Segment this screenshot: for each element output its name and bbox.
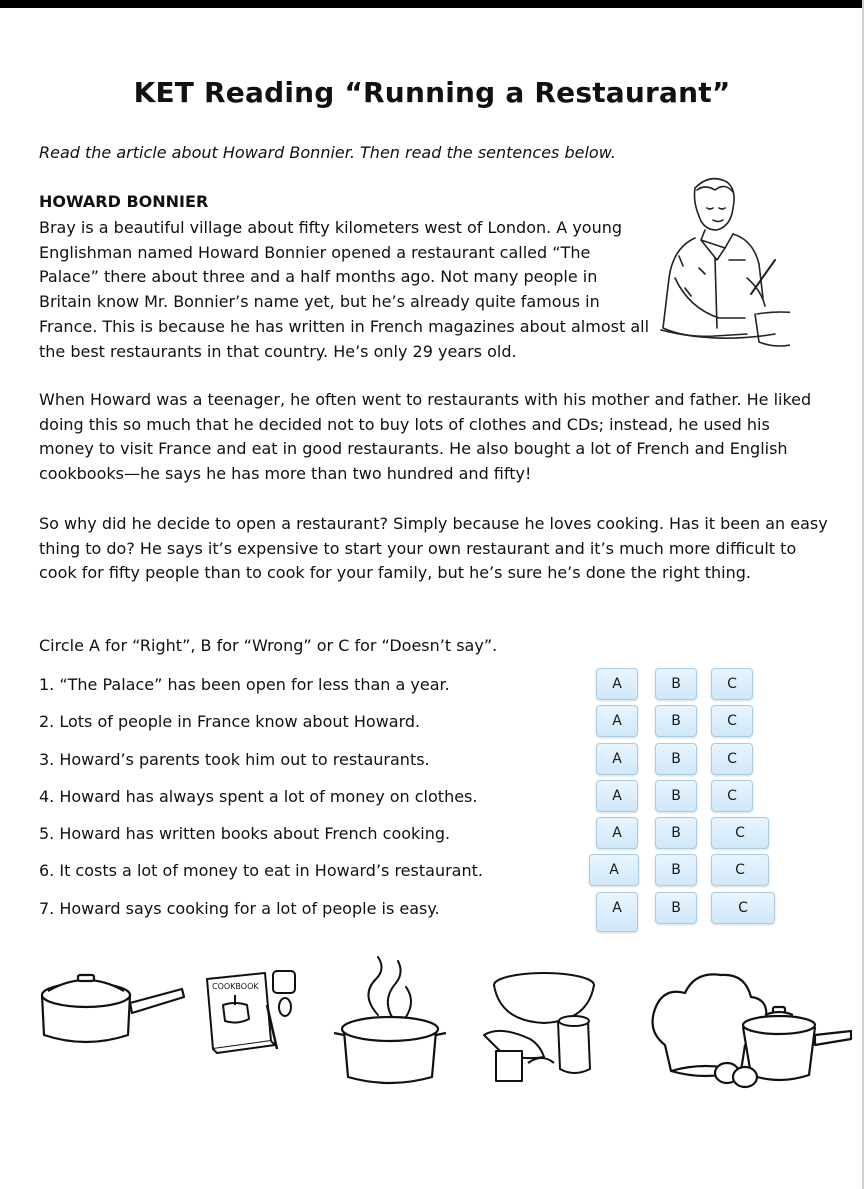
article-paragraph-2: When Howard was a teenager, he often went to restaurants with his mother and father. He liked doing this so much that he decided not to buy lots of clothes and CDs; instead, he used his money to visit France and eat in good restaurants. He also bought a lot of French and English cookbooks—he says he has more than two hundred and fifty!: [39, 390, 812, 484]
q6-option-c-button[interactable]: C: [711, 854, 769, 886]
page-title: KET Reading “Running a Restaurant”: [133, 76, 731, 109]
q3-option-a-button[interactable]: A: [596, 743, 638, 775]
q4-option-a-button[interactable]: A: [596, 780, 638, 812]
q2-option-b-button[interactable]: B: [655, 705, 697, 737]
question-row: [39, 705, 819, 742]
question-text: 6. It costs a lot of money to eat in Howard’s restaurant.: [39, 861, 483, 881]
q4-option-c-button[interactable]: C: [711, 780, 753, 812]
q7-option-c-button[interactable]: C: [711, 892, 775, 924]
question-text: 3. Howard’s parents took him out to restaurants.: [39, 749, 430, 769]
answer-instructions: Circle A for “Right”, B for “Wrong” or C for “Doesn’t say”.: [39, 636, 498, 655]
q2-option-a-button[interactable]: A: [596, 705, 638, 737]
chef-stirring-pot-icon: [655, 168, 790, 358]
q3-option-b-button[interactable]: B: [655, 743, 697, 775]
top-border: [0, 0, 864, 8]
question-text: 5. Howard has written books about French cooking.: [39, 824, 451, 844]
q1-option-a-button[interactable]: A: [596, 668, 638, 700]
q6-option-b-button[interactable]: B: [655, 854, 697, 886]
steaming-pot-icon: [330, 955, 450, 1090]
q7-option-a-button[interactable]: A: [596, 892, 638, 932]
q2-option-c-button[interactable]: C: [711, 705, 753, 737]
mixing-bowl-icon: [480, 965, 610, 1090]
question-row: [39, 817, 819, 854]
question-row: [39, 854, 819, 891]
article-paragraph-1: Bray is a beautiful village about fifty kilometers west of London. A young Englishman named Howard Bonnier opened a restaurant called “The Palace” there about three and a half months ago. Not many people in Britain know Mr. Bonnier’s name yet, but he’s already quite famous in France. This is because he has written in French magazines about almost all the best restaurants in that country. He’s only 29 years old.: [39, 218, 650, 361]
q4-option-b-button[interactable]: B: [655, 780, 697, 812]
cookbook-icon: [205, 965, 300, 1055]
question-text: 4. Howard has always spent a lot of money on clothes.: [39, 786, 478, 806]
article-heading: HOWARD BONNIER: [39, 192, 209, 211]
q1-option-b-button[interactable]: B: [655, 668, 697, 700]
saucepan-icon: [36, 965, 186, 1055]
article-paragraph-3: So why did he decide to open a restaurant? Simply because he loves cooking. Has it been an easy thing to do? He says it’s expensive to start your own restaurant and it’s much more difficult to cook for fifty people than to cook for your family, but he’s sure he’s done the right thing.: [39, 514, 828, 583]
question-text: 1. “The Palace” has been open for less than a year.: [39, 675, 450, 694]
chef-hat-icon: [645, 965, 855, 1090]
cookbook-label: COOKBOOK: [212, 982, 259, 991]
q6-option-a-button[interactable]: A: [589, 854, 639, 886]
intro-instruction: Read the article about Howard Bonnier. Then read the sentences below.: [39, 143, 616, 162]
question-list: [39, 668, 819, 929]
q5-option-c-button[interactable]: C: [711, 817, 769, 849]
question-text: 2. Lots of people in France know about Howard.: [39, 712, 421, 732]
question-text: 7. Howard says cooking for a lot of people is easy.: [39, 898, 440, 918]
question-row: [39, 668, 819, 705]
q7-option-b-button[interactable]: B: [655, 892, 697, 924]
question-row: [39, 780, 819, 817]
q1-option-c-button[interactable]: C: [711, 668, 753, 700]
q5-option-a-button[interactable]: A: [596, 817, 638, 849]
q3-option-c-button[interactable]: C: [711, 743, 753, 775]
question-row: [39, 743, 819, 780]
question-row: [39, 892, 819, 929]
q5-option-b-button[interactable]: B: [655, 817, 697, 849]
